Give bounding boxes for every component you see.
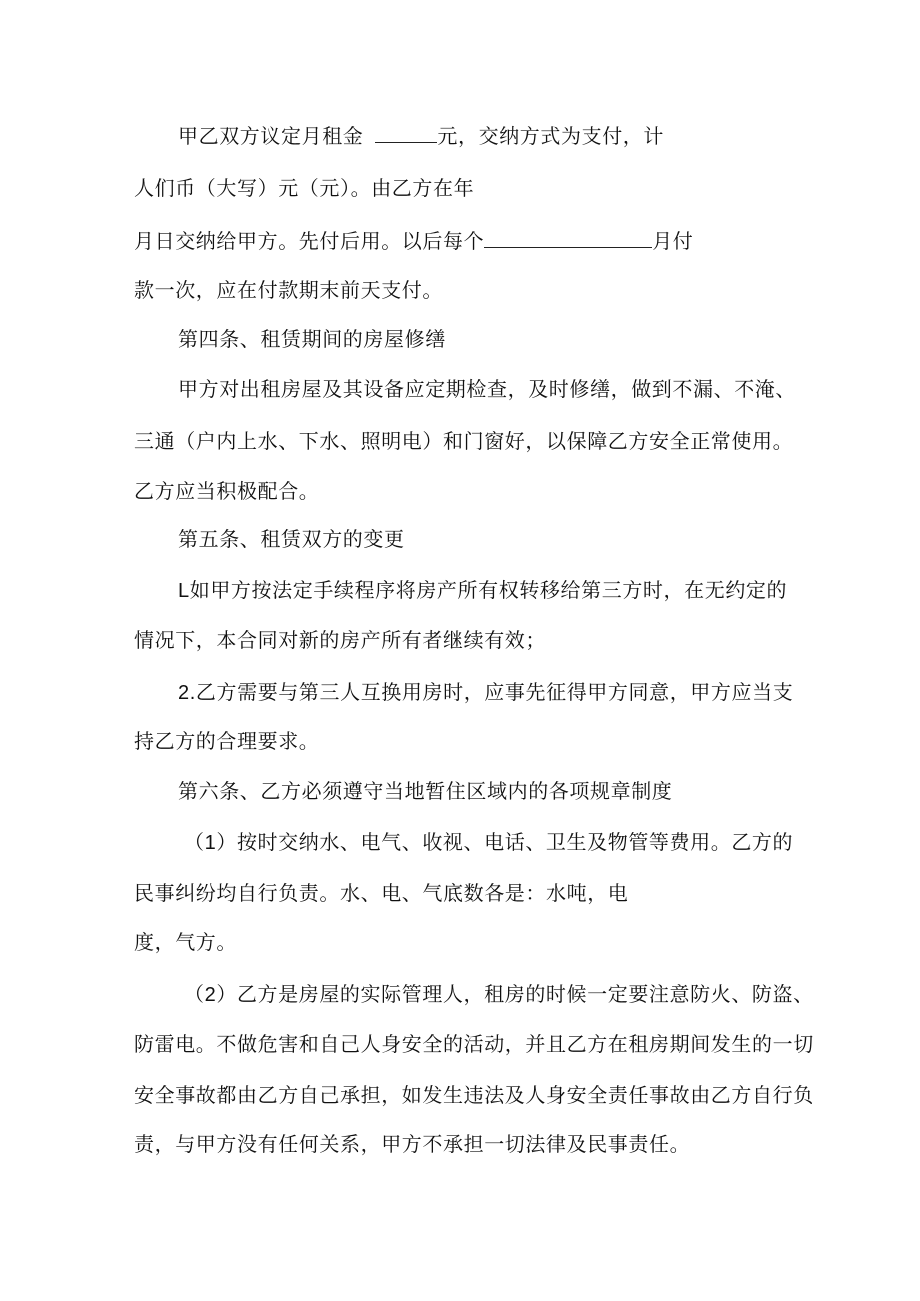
article-5-item-2-text: 乙方需要与第三人互换用房时，应事先征得甲方同意，甲方应当支: [195, 680, 794, 704]
rent-line-3-text: 月日交纳给甲方。先付后用。以后每个: [134, 229, 485, 253]
article-5-item-2-line-1: [178, 678, 793, 707]
rent-line-2: 人们币（大写）元（元）。由乙方在年: [134, 176, 475, 200]
monthly-rent-blank: [375, 124, 437, 143]
article-6-item-1-text: 按时交纳水、电气、收视、电话、卫生及物管等费用。乙方的: [236, 830, 794, 854]
rent-line-1-text: 甲乙双方议定月租金: [178, 124, 364, 148]
article-4-line-3: 乙方应当积极配合。: [134, 479, 320, 503]
article-6-item-1-line-2: 民事纠纷均自行负责。水、电、气底数各是：水吨，电: [134, 881, 629, 905]
rent-line-1-text-end: 元，交纳方式为支付，计: [437, 124, 665, 148]
article-6-item-2-line-3: 安全事故都由乙方自己承担，如发生违法及人身安全责任事故由乙方自行负: [134, 1083, 814, 1107]
article-4-line-2: 三通（户内上水、下水、照明电）和门窗好，以保障乙方安全正常使用。: [134, 429, 794, 453]
article-6-item-2-text: 乙方是房屋的实际管理人，租房的时候一定要注意防火、防盗、: [236, 982, 814, 1006]
article-6-heading: 第六条、乙方必须遵守当地暂住区域内的各项规章制度: [178, 779, 673, 803]
rent-line-3-text-end: 月付: [652, 229, 694, 253]
article-6-item-2-line-1: [184, 980, 814, 1009]
article-6-item-1-line-3: 度，气方。: [134, 930, 237, 954]
article-6-item-2-line-4: 责，与甲方没有任何关系，甲方不承担一切法律及民事责任。: [134, 1132, 691, 1156]
article-5-item-2-number: 2.: [178, 682, 196, 704]
article-4-heading: 第四条、租赁期间的房屋修缮: [178, 327, 446, 351]
rent-line-1: [178, 122, 664, 150]
article-5-item-1-number: L: [178, 580, 190, 602]
article-5-heading: 第五条、租赁双方的变更: [178, 527, 405, 551]
article-6-item-2-line-2: 防雷电。不做危害和自己人身安全的活动，并且乙方在租房期间发生的一切: [134, 1032, 814, 1056]
article-5-item-1-line-1: [178, 576, 787, 605]
article-5-item-1-line-2: 情况下，本合同对新的房产所有者继续有效；: [134, 628, 546, 652]
article-6-item-1-line-1: [184, 828, 793, 857]
rent-line-4: 款一次，应在付款期末前天支付。: [134, 278, 443, 302]
rent-line-3: [134, 227, 693, 255]
article-5-item-2-line-2: 持乙方的合理要求。: [134, 729, 320, 753]
payment-period-blank: [484, 229, 652, 248]
article-6-item-2-number: （2）: [184, 984, 237, 1006]
article-5-item-1-text: 如甲方按法定手续程序将房产所有权转移给第三方时，在无约定的: [189, 578, 788, 602]
article-6-item-1-number: （1）: [184, 832, 237, 854]
article-4-line-1: 甲方对出租房屋及其设备应定期检查，及时修缮，做到不漏、不淹、: [178, 377, 796, 401]
